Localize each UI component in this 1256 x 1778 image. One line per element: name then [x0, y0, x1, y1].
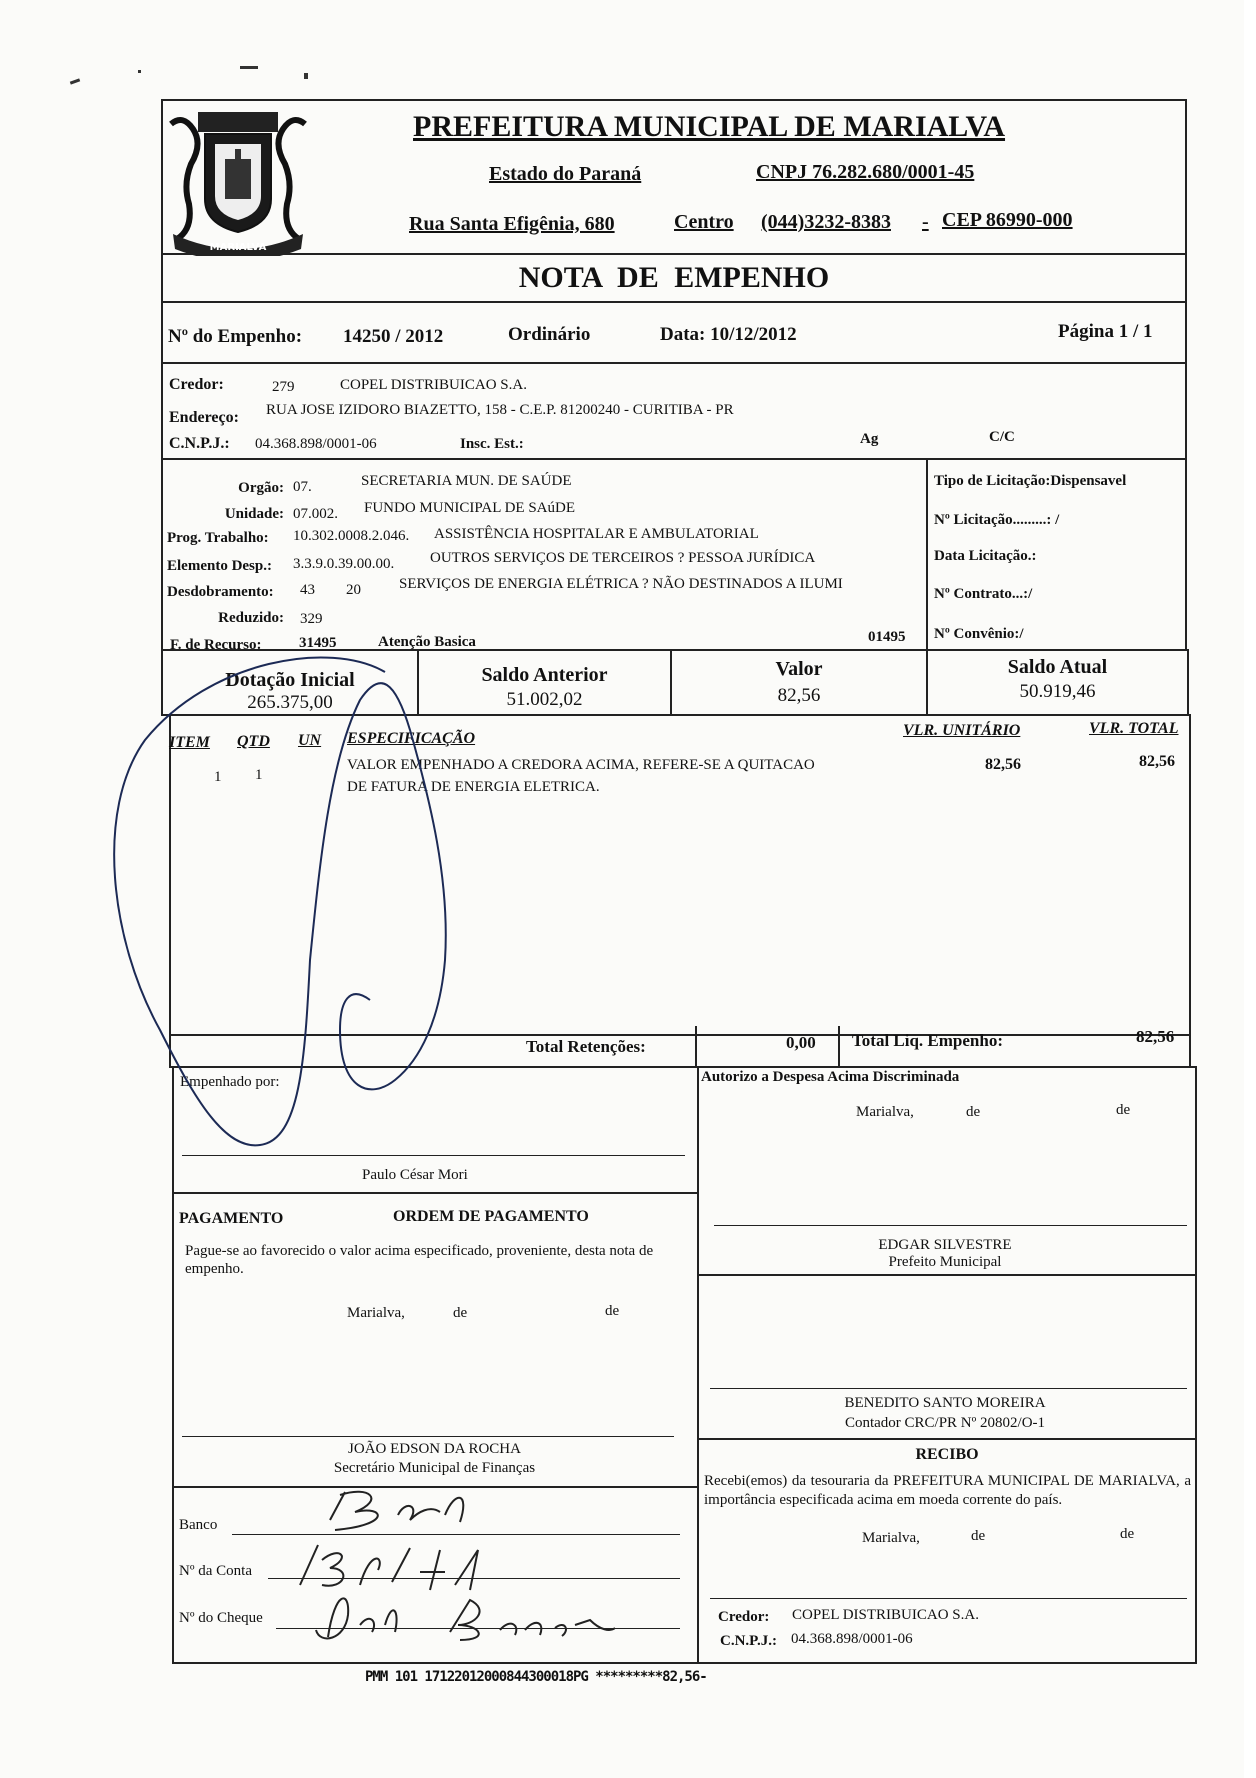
autorizo-de-1: de — [966, 1104, 981, 1120]
scan-speck — [304, 73, 308, 79]
retencoes-label: Total Retenções: — [526, 1037, 646, 1056]
pagamento-de-2: de — [605, 1303, 620, 1319]
accountant-title: Contador CRC/PR Nº 20802/O-1 — [844, 1415, 1046, 1431]
recibo-label: RECIBO — [915, 1446, 979, 1463]
scan-speck — [240, 66, 258, 69]
desdobramento-code-b: 20 — [346, 582, 361, 598]
credor-code: 279 — [272, 379, 295, 395]
credor-label: Credor: — [169, 376, 224, 393]
unidade-code: 07.002. — [293, 506, 338, 522]
orgao-label: Orgão: — [238, 480, 284, 496]
liquido-value: 82,56 — [1136, 1027, 1175, 1046]
recibo-cnpj-label: C.N.P.J.: — [720, 1633, 777, 1649]
recurso-label: F. de Recurso: — [170, 637, 262, 653]
recibo-credor-label: Credor: — [718, 1609, 770, 1625]
dotacao-label: Dotação Inicial — [225, 669, 355, 691]
licitacao-tipo: Tipo de Licitação:Dispensavel — [934, 473, 1127, 489]
recibo-top-line — [697, 1438, 1197, 1440]
header-cep: CEP 86990-000 — [942, 209, 1073, 231]
item-qtd: 1 — [255, 767, 263, 783]
desdobramento-code-a: 43 — [300, 582, 315, 598]
licitacao-data: Data Licitação.: — [934, 548, 1037, 564]
col-header-un: UN — [298, 732, 322, 749]
col-header-vlr-total: VLR. TOTAL — [1089, 720, 1179, 737]
recibo-text: Recebi(emos) da tesouraria da PREFEITURA MUNICIPAL DE MARIALVA, a importância especificada acima em moeda corrente do país. — [704, 1473, 1191, 1508]
ag-label: Ag — [860, 431, 879, 447]
state-name: Estado do Paraná — [489, 163, 642, 185]
licitacao-numero: Nº Licitação.........: / — [934, 512, 1060, 528]
mayor-signature-line — [714, 1225, 1187, 1226]
retencoes-value: 0,00 — [786, 1033, 816, 1052]
totals-divider-2 — [838, 1026, 840, 1068]
header-cnpj: CNPJ 76.282.680/0001-45 — [756, 161, 975, 183]
item-spec-line-1: VALOR EMPENHADO A CREDORA ACIMA, REFERE-SE A QUITACAO — [347, 757, 815, 773]
accountant-name: BENEDITO SANTO MOREIRA — [844, 1395, 1046, 1411]
atual-value: 50.919,46 — [1019, 681, 1096, 702]
totals-row — [169, 1034, 1191, 1068]
secretary-title: Secretário Municipal de Finanças — [333, 1460, 536, 1476]
unidade-label: Unidade: — [224, 506, 284, 522]
empenho-number: 14250 / 2012 — [343, 326, 444, 347]
anterior-label: Saldo Anterior — [481, 664, 608, 686]
credor-name: COPEL DISTRIBUICAO S.A. — [340, 377, 527, 393]
item-unit-value: 82,56 — [985, 756, 1021, 773]
orgao-code: 07. — [293, 479, 312, 495]
prog-label: Prog. Trabalho: — [167, 530, 269, 546]
credor-address: RUA JOSE IZIDORO BIAZETTO, 158 - C.E.P. 81200240 - CURITIBA - PR — [266, 402, 734, 418]
page-title: PREFEITURA MUNICIPAL DE MARIALVA — [413, 110, 1006, 143]
banco-line — [232, 1534, 680, 1535]
recibo-de-1: de — [971, 1528, 986, 1544]
crest-banner-text: MARIALVA — [209, 242, 267, 253]
header-district: Centro — [674, 211, 734, 233]
banco-label: Banco — [179, 1517, 218, 1533]
scan-speck — [138, 70, 141, 73]
elemento-label: Elemento Desp.: — [167, 558, 272, 574]
autorizo-de-2: de — [1116, 1102, 1131, 1118]
address-label: Endereço: — [169, 409, 239, 426]
header-dash: - — [922, 211, 929, 233]
item-spec-line-2: DE FATURA DE ENERGIA ELETRICA. — [347, 779, 600, 795]
desdobramento-name: SERVIÇOS DE ENERGIA ELÉTRICA ? NÃO DESTINADOS A ILUMI — [399, 576, 843, 592]
accountant-signature-line — [710, 1388, 1187, 1389]
conta-label: Nº da Conta — [179, 1563, 252, 1579]
atual-label: Saldo Atual — [1007, 656, 1108, 678]
bank-section-top — [172, 1486, 699, 1488]
conta-line — [268, 1578, 680, 1579]
recurso-name: Atenção Basica — [378, 634, 476, 650]
municipal-crest-logo — [163, 104, 313, 256]
reduzido-label: Reduzido: — [218, 610, 284, 626]
anterior-value: 51.002,02 — [506, 689, 583, 710]
pagamento-place: Marialva, — [347, 1305, 405, 1321]
footer-code: PMM 101 17122012000844300018PG *********82,56- — [365, 1669, 707, 1685]
autorizo-place: Marialva, — [856, 1104, 914, 1120]
scan-speck — [70, 78, 80, 84]
dotacao-value: 265.375,00 — [247, 692, 333, 713]
reduzido-value: 329 — [300, 611, 323, 627]
lower-center-divider — [697, 1066, 699, 1664]
convenio-numero: Nº Convênio:/ — [934, 626, 1024, 642]
pagamento-de-1: de — [453, 1305, 468, 1321]
empenhado-signature-line — [182, 1155, 685, 1156]
secretary-name: JOÃO EDSON DA ROCHA — [348, 1441, 521, 1457]
insc-label: Insc. Est.: — [460, 436, 524, 452]
recibo-place: Marialva, — [862, 1530, 920, 1546]
pagamento-label: PAGAMENTO — [179, 1210, 284, 1227]
orgao-name: SECRETARIA MUN. DE SAÚDE — [361, 473, 572, 489]
valor-value: 82,56 — [777, 685, 821, 706]
mayor-title: Prefeito Municipal — [888, 1254, 1002, 1270]
budget-divider — [926, 458, 928, 651]
col-header-especificacao: ESPECIFICAÇÃO — [347, 730, 476, 747]
empenhado-label: Empenhado por: — [180, 1074, 280, 1090]
credor-cnpj: 04.368.898/0001-06 — [255, 436, 377, 452]
autorizo-label: Autorizo a Despesa Acima Discriminada — [701, 1069, 960, 1085]
item-number: 1 — [214, 769, 222, 785]
desdobramento-label: Desdobramento: — [167, 584, 274, 600]
mayor-box-bottom — [697, 1274, 1197, 1276]
empenho-type: Ordinário — [508, 324, 591, 345]
cheque-line — [276, 1628, 680, 1629]
valor-label: Valor — [775, 658, 823, 680]
prog-name: ASSISTÊNCIA HOSPITALAR E AMBULATORIAL — [434, 526, 759, 542]
empenho-date: Data: 10/12/2012 — [660, 324, 797, 345]
recibo-credor-name: COPEL DISTRIBUICAO S.A. — [792, 1607, 979, 1623]
empenhado-name: Paulo César Mori — [362, 1167, 468, 1183]
mayor-name: EDGAR SILVESTRE — [878, 1237, 1012, 1253]
elemento-name: OUTROS SERVIÇOS DE TERCEIROS ? PESSOA JURÍDICA — [430, 550, 816, 566]
contrato-numero: Nº Contrato...:/ — [934, 586, 1033, 602]
col-header-item: ITEM — [169, 734, 210, 751]
col-header-qtd: QTD — [237, 733, 270, 750]
cnpj-label: C.N.P.J.: — [169, 435, 230, 452]
page-number: Página 1 / 1 — [1058, 321, 1153, 342]
header-phone: (044)3232-8383 — [761, 211, 891, 233]
recurso-code: 01495 — [868, 629, 906, 645]
unidade-name: FUNDO MUNICIPAL DE SAúDE — [364, 500, 575, 516]
secretary-signature-line — [182, 1436, 674, 1437]
header-address: Rua Santa Efigênia, 680 — [409, 213, 615, 235]
recibo-signature-line — [710, 1598, 1187, 1599]
recurso-value: 31495 — [299, 635, 337, 651]
pagamento-text: Pague-se ao favorecido o valor acima especificado, proveniente, desta nota de empenho. — [185, 1243, 654, 1277]
item-total-value: 82,56 — [1139, 753, 1175, 770]
empenho-number-label: Nº do Empenho: — [168, 326, 303, 347]
elemento-code: 3.3.9.0.39.00.00. — [293, 556, 395, 572]
recibo-cnpj: 04.368.898/0001-06 — [791, 1631, 913, 1647]
cheque-label: Nº do Cheque — [179, 1610, 263, 1626]
document-title: NOTA DE EMPENHO — [518, 261, 830, 294]
col-header-vlr-unitario: VLR. UNITÁRIO — [903, 722, 1021, 739]
pagamento-top-line — [172, 1192, 699, 1194]
recibo-de-2: de — [1120, 1526, 1135, 1542]
totals-divider-1 — [695, 1026, 697, 1068]
liquido-label: Total Liq. Empenho: — [852, 1031, 1003, 1050]
ordem-pagamento-label: ORDEM DE PAGAMENTO — [393, 1208, 589, 1225]
prog-code: 10.302.0008.2.046. — [293, 528, 410, 544]
cc-label: C/C — [989, 429, 1015, 445]
